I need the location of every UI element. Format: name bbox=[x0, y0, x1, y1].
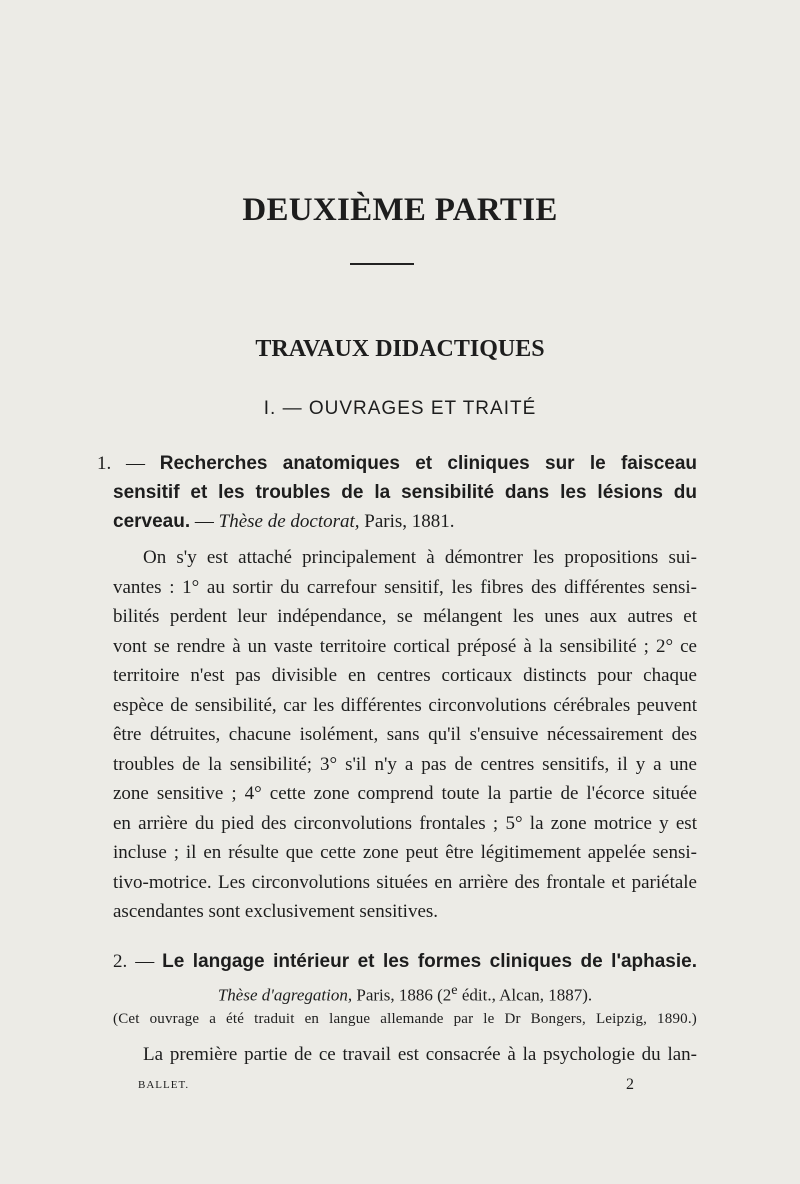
paragraph-line: tivo-motrice. Les circonvolutions situées en arrière des frontale et pariétale bbox=[113, 871, 697, 893]
paragraph-2 bbox=[113, 1040, 697, 1070]
paragraph-line: zone sensitive ; 4° cette zone comprend toute la partie de l'écorce située bbox=[113, 783, 697, 804]
title-divider bbox=[350, 263, 414, 265]
paragraph-line: être détruites, chacune isolément, sans qu'il s'ensuive nécessairement des bbox=[113, 724, 697, 745]
section-title: TRAVAUX DIDACTIQUES bbox=[255, 336, 545, 362]
page-number: 2 bbox=[626, 1076, 634, 1093]
entry-2-venue: Thèse d'agregation, bbox=[217, 985, 353, 1005]
entry-1-place-year: Paris, 1881. bbox=[359, 511, 455, 532]
paragraph-line: troubles de la sensibilité; 3° s'il n'y a pas de centres sensitifs, il y a une bbox=[113, 753, 697, 775]
entry-1-title-line-2: sensitif et les troubles de la sensibilité dans les lésions du bbox=[113, 482, 697, 503]
entry-2-translation-note: (Cet ouvrage a été traduit en langue allemande par le Dr Bongers, Leipzig, 1890.) bbox=[113, 1011, 697, 1027]
entry-1-venue: Thèse de doctorat, bbox=[218, 511, 360, 532]
paragraph-line: incluse ; il en résulte que cette zone peut être légitimement appelée sensi- bbox=[113, 842, 697, 863]
paragraph-line: en arrière du pied des circonvolutions frontales ; 5° la zone motrice y est bbox=[113, 812, 697, 834]
bibliography-entry-2 bbox=[113, 947, 697, 1034]
entry-1-number: 1. — bbox=[97, 453, 145, 474]
paragraph-line: espèce de sensibilité, car les différentes circonvolutions cérébrales peuvent bbox=[113, 694, 697, 716]
paragraph-line: La première partie de ce travail est consacrée à la psychologie du lan- bbox=[143, 1044, 697, 1065]
footer-author: BALLET. bbox=[138, 1079, 190, 1091]
entry-1-title-line-1: 1. — Recherches anatomiques et cliniques sur le faisceau bbox=[97, 453, 698, 474]
bibliography-entry-1 bbox=[97, 449, 697, 536]
paragraph-line: ascendantes sont exclusivement sensitives. bbox=[113, 901, 439, 922]
entry-1-title-line-3: cerveau. — Thèse de doctorat, Paris, 1881. bbox=[113, 511, 455, 532]
entry-2-number: 2. — bbox=[113, 951, 155, 972]
paragraph-line: bilités perdent leur indépendance, se mélangent les unes aux autres et bbox=[113, 606, 697, 627]
paragraph-1 bbox=[113, 543, 697, 927]
part-title: DEUXIÈME PARTIE bbox=[242, 192, 558, 228]
entry-2-details: Thèse d'agregation, Paris, 1886 (2e édit., Alcan, 1887). bbox=[217, 982, 593, 1005]
paragraph-line: vantes : 1° au sortir du carrefour sensitif, les fibres des différentes sensi- bbox=[113, 576, 697, 598]
entry-2-title-line bbox=[113, 947, 697, 976]
subsection-title: I. — OUVRAGES ET TRAITÉ bbox=[263, 398, 537, 419]
paragraph-line: vont se rendre à un vaste territoire cortical préposé à la sensibilité ; 2° ce bbox=[113, 635, 697, 657]
entry-2-title: Le langage intérieur et les formes cliniques de l'aphasie. bbox=[162, 951, 697, 972]
paragraph-line: On s'y est attaché principalement à démontrer les propositions sui- bbox=[143, 547, 697, 568]
paragraph-line: territoire n'est pas divisible en centres corticaux distincts pour chaque bbox=[113, 665, 697, 686]
